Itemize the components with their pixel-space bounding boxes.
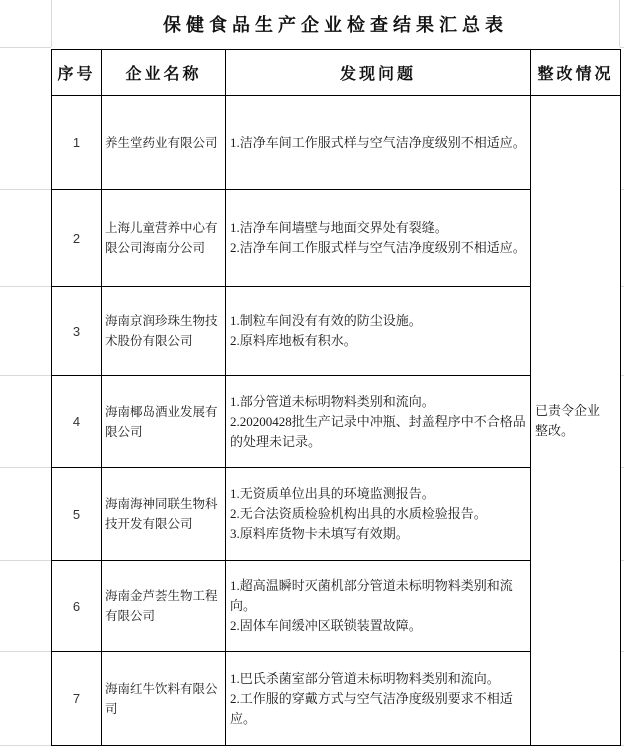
table-body	[52, 96, 621, 746]
cell-index[interactable]: 1	[52, 96, 102, 190]
cell-index[interactable]: 7	[52, 652, 102, 746]
cell-problems[interactable]	[226, 190, 531, 287]
problem-item: 1.制粒车间没有有效的防尘设施。	[230, 313, 422, 328]
cell-company-name[interactable]: 养生堂药业有限公司	[102, 96, 226, 190]
col-header-index[interactable]: 序号	[52, 50, 102, 96]
problem-item: 2.原料库地板有积水。	[230, 333, 357, 348]
cell-index[interactable]: 4	[52, 376, 102, 468]
cell-problems[interactable]	[226, 287, 531, 376]
cell-company-name[interactable]: 海南京润珍珠生物技术股份有限公司	[102, 287, 226, 376]
cell-company-name[interactable]: 海南椰岛酒业发展有限公司	[102, 376, 226, 468]
problem-item: 2.20200428批生产记录中冲瓶、封盖程序中不合格品的处理未记录。	[230, 413, 526, 449]
gridline-stub	[0, 286, 51, 287]
cell-index[interactable]: 5	[52, 468, 102, 561]
problem-item: 1.超高温瞬时灭菌机部分管道未标明物料类别和流向。	[230, 578, 513, 613]
gridline-stub	[0, 375, 51, 376]
cell-problems[interactable]	[226, 652, 531, 746]
summary-table	[51, 49, 621, 746]
problem-item: 2.洁净车间工作服式样与空气洁净度级别不相适应。	[230, 240, 526, 255]
gridline-stub	[0, 467, 51, 468]
cell-problems[interactable]	[226, 376, 531, 468]
col-header-problems[interactable]: 发现问题	[226, 50, 531, 96]
gridline-stub	[620, 47, 624, 48]
problem-item: 2.无合法资质检验机构出具的水质检验报告。	[230, 506, 487, 521]
cell-company-name[interactable]: 海南海神同联生物科技开发有限公司	[102, 468, 226, 561]
cell-problems[interactable]	[226, 468, 531, 561]
cell-index[interactable]: 2	[52, 190, 102, 287]
problem-item: 1.洁净车间工作服式样与空气洁净度级别不相适应。	[230, 134, 526, 150]
problem-item: 1.巴氏杀菌室部分管道未标明物料类别和流向。	[230, 670, 500, 686]
table-header	[52, 50, 621, 96]
problem-item: 1.洁净车间墙壁与地面交界处有裂缝。	[230, 220, 448, 235]
problem-item: 2.工作服的穿戴方式与空气洁净度级别要求不相适应。	[230, 690, 513, 726]
problem-item: 1.无资质单位出具的环境监测报告。	[230, 486, 435, 501]
header-row	[52, 50, 621, 96]
gridline-stub	[0, 189, 51, 190]
col-header-company[interactable]: 企业名称	[102, 50, 226, 96]
problem-item: 3.原料库货物卡未填写有效期。	[230, 526, 409, 541]
gridline-stub	[0, 651, 51, 652]
col-header-rectification[interactable]: 整改情况	[531, 50, 621, 96]
gridline-stub	[0, 560, 51, 561]
gridline-stub	[0, 745, 51, 746]
cell-company-name[interactable]: 海南金芦荟生物工程有限公司	[102, 561, 226, 652]
cell-index[interactable]: 6	[52, 561, 102, 652]
cell-problems[interactable]	[226, 96, 531, 190]
cell-problems[interactable]	[226, 561, 531, 652]
problem-item: 2.固体车间缓冲区联锁装置故障。	[230, 618, 422, 633]
cell-company-name[interactable]: 海南红牛饮料有限公司	[102, 652, 226, 746]
cell-index[interactable]: 3	[52, 287, 102, 376]
cell-company-name[interactable]: 上海儿童营养中心有限公司海南分公司	[102, 190, 226, 287]
table-title: 保健食品生产企业检查结果汇总表	[163, 14, 508, 35]
cell-rectification-merged[interactable]: 已责令企业整改。	[531, 96, 621, 746]
table-row	[52, 96, 621, 190]
gridline-stub	[0, 47, 51, 48]
problem-item: 1.部分管道未标明物料类别和流向。	[230, 393, 435, 409]
